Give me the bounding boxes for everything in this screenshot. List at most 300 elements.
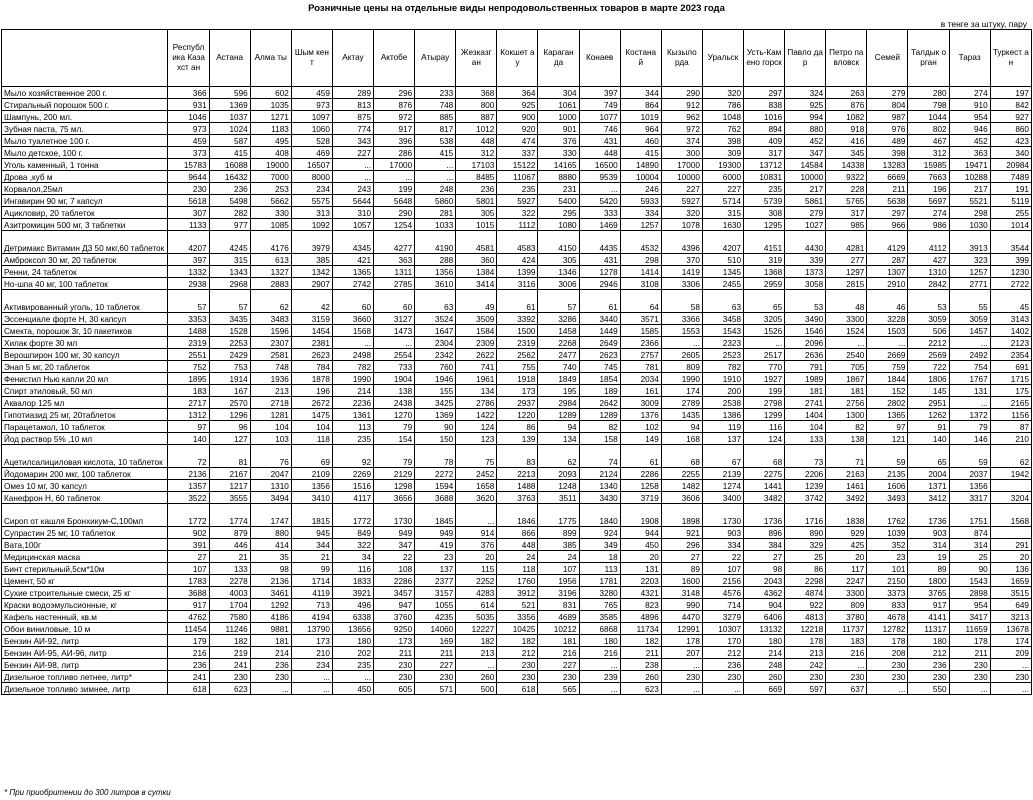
price-cell: 90: [949, 563, 990, 575]
price-cell: 831: [538, 599, 579, 611]
price-cell: 3760: [374, 611, 415, 623]
price-cell: 1461: [826, 480, 867, 492]
price-cell: 21: [291, 551, 332, 563]
price-cell: 68: [744, 445, 785, 468]
price-cell: 1258: [620, 480, 661, 492]
price-cell: 1736: [744, 504, 785, 527]
price-cell: 17000: [661, 159, 702, 171]
price-cell: 2722: [990, 278, 1031, 290]
price-cell: 3509: [456, 313, 497, 325]
price-cell: 219: [209, 647, 250, 659]
price-cell: 804: [867, 99, 908, 111]
price-cell: 3440: [579, 313, 620, 325]
product-name: Азитромицин 500 мг, 3 таблетки: [2, 219, 168, 231]
price-cell: 113: [332, 421, 373, 433]
price-cell: 2136: [250, 575, 291, 587]
price-cell: 903: [908, 527, 949, 539]
price-cell: 3555: [209, 492, 250, 504]
price-cell: 1546: [785, 325, 826, 337]
price-cell: 71: [826, 445, 867, 468]
header-region: Уральск: [702, 30, 743, 87]
price-cell: 173: [497, 385, 538, 397]
price-cell: 216: [579, 647, 620, 659]
price-cell: 894: [744, 123, 785, 135]
price-cell: 1878: [291, 373, 332, 385]
price-cell: 1528: [209, 325, 250, 337]
price-cell: 917: [374, 123, 415, 135]
price-cell: 27: [661, 551, 702, 563]
price-cell: 2623: [579, 349, 620, 361]
price-cell: 4235: [415, 611, 456, 623]
price-cell: 10004: [620, 171, 661, 183]
price-cell: 2756: [826, 397, 867, 409]
price-cell: 124: [456, 421, 497, 433]
price-cell: 180: [579, 635, 620, 647]
price-cell: 415: [209, 147, 250, 159]
price-cell: 753: [209, 361, 250, 373]
price-cell: 618: [168, 683, 209, 695]
price-cell: ...: [661, 659, 702, 671]
price-cell: 972: [661, 123, 702, 135]
price-cell: 448: [579, 147, 620, 159]
price-cell: 2959: [744, 278, 785, 290]
price-cell: 910: [949, 99, 990, 111]
price-cell: 879: [209, 527, 250, 539]
price-cell: 9644: [168, 171, 209, 183]
price-cell: 146: [949, 433, 990, 445]
price-cell: 8485: [456, 171, 497, 183]
table-row: [2, 575, 1032, 587]
price-cell: 230: [497, 659, 538, 671]
price-cell: 409: [744, 135, 785, 147]
price-cell: 3620: [456, 492, 497, 504]
price-cell: 1435: [661, 409, 702, 421]
price-cell: 53: [785, 290, 826, 313]
header-region: Кокшет ау: [497, 30, 538, 87]
price-cell: 691: [990, 361, 1031, 373]
price-cell: 63: [702, 290, 743, 313]
price-cell: 179: [168, 635, 209, 647]
price-cell: 1488: [168, 325, 209, 337]
price-cell: 3300: [826, 587, 867, 599]
price-cell: 1372: [949, 409, 990, 421]
table-row: [2, 266, 1032, 278]
price-cell: 230: [250, 671, 291, 683]
price-cell: 313: [291, 207, 332, 219]
price-cell: 1220: [497, 409, 538, 421]
price-cell: 1585: [620, 325, 661, 337]
price-cell: 211: [374, 647, 415, 659]
price-cell: 4190: [415, 231, 456, 254]
price-cell: 3159: [291, 313, 332, 325]
price-cell: 385: [291, 254, 332, 266]
price-cell: 2319: [497, 337, 538, 349]
price-cell: ...: [826, 659, 867, 671]
price-cell: 637: [826, 683, 867, 695]
price-cell: 3116: [497, 278, 538, 290]
price-cell: 4277: [374, 231, 415, 254]
price-cell: 448: [497, 539, 538, 551]
price-cell: 966: [867, 219, 908, 231]
price-cell: 887: [456, 111, 497, 123]
price-cell: 209: [990, 647, 1031, 659]
price-cell: 450: [620, 539, 661, 551]
price-cell: 195: [538, 385, 579, 397]
price-cell: 740: [538, 361, 579, 373]
price-cell: 1361: [332, 409, 373, 421]
price-cell: 62: [538, 445, 579, 468]
price-cell: 2842: [908, 278, 949, 290]
price-cell: 3522: [168, 492, 209, 504]
price-cell: 323: [949, 254, 990, 266]
price-cell: 765: [579, 599, 620, 611]
price-cell: 1800: [908, 575, 949, 587]
table-row: [2, 599, 1032, 611]
price-cell: 1376: [620, 409, 661, 421]
price-cell: 2907: [291, 278, 332, 290]
price-cell: 2272: [415, 468, 456, 480]
price-cell: 158: [579, 433, 620, 445]
price-cell: 15122: [497, 159, 538, 171]
price-cell: 289: [332, 87, 373, 99]
price-cell: 98: [250, 563, 291, 575]
price-cell: 315: [209, 254, 250, 266]
price-cell: 1369: [415, 409, 456, 421]
price-cell: 183: [168, 385, 209, 397]
price-cell: 2139: [702, 468, 743, 480]
price-cell: 5648: [374, 195, 415, 207]
price-cell: 138: [826, 433, 867, 445]
price-cell: 1715: [990, 373, 1031, 385]
price-cell: 97: [867, 421, 908, 433]
price-cell: 3286: [538, 313, 579, 325]
price-cell: 329: [785, 539, 826, 551]
price-cell: 973: [168, 123, 209, 135]
price-cell: 230: [949, 671, 990, 683]
price-cell: 1846: [497, 504, 538, 527]
price-cell: 397: [579, 87, 620, 99]
price-cell: 181: [826, 385, 867, 397]
price-cell: 2551: [168, 349, 209, 361]
price-cell: 1936: [250, 373, 291, 385]
header-region: Атырау: [415, 30, 456, 87]
price-cell: 152: [867, 385, 908, 397]
price-cell: 1356: [949, 480, 990, 492]
table-row: [2, 313, 1032, 325]
price-cell: 230: [867, 671, 908, 683]
price-cell: 431: [579, 254, 620, 266]
price-cell: 1658: [456, 480, 497, 492]
price-cell: 242: [785, 659, 826, 671]
price-cell: 452: [949, 135, 990, 147]
price-cell: 182: [209, 635, 250, 647]
price-cell: 277: [826, 254, 867, 266]
price-cell: 2213: [497, 468, 538, 480]
price-cell: 1078: [661, 219, 702, 231]
price-cell: 714: [702, 599, 743, 611]
product-name: Вата,100г: [2, 539, 168, 551]
price-cell: 227: [332, 147, 373, 159]
price-cell: 448: [456, 135, 497, 147]
price-cell: 121: [867, 433, 908, 445]
price-cell: 446: [209, 539, 250, 551]
price-cell: 1704: [209, 599, 250, 611]
price-cell: 2150: [867, 575, 908, 587]
price-cell: 1914: [209, 373, 250, 385]
price-cell: 1475: [291, 409, 332, 421]
price-cell: 762: [702, 123, 743, 135]
price-cell: 5765: [826, 195, 867, 207]
price-cell: 510: [702, 254, 743, 266]
price-cell: 1030: [949, 219, 990, 231]
price-cell: 1482: [661, 480, 702, 492]
price-cell: 1473: [374, 325, 415, 337]
price-cell: 1369: [209, 99, 250, 111]
price-cell: 3763: [497, 492, 538, 504]
price-cell: 10288: [949, 171, 990, 183]
table-row: [2, 361, 1032, 373]
price-cell: 82: [826, 421, 867, 433]
price-cell: 1503: [867, 325, 908, 337]
price-cell: 754: [949, 361, 990, 373]
price-cell: 849: [332, 527, 373, 539]
price-cell: 213: [456, 647, 497, 659]
price-cell: 791: [785, 361, 826, 373]
price-cell: 1356: [291, 480, 332, 492]
price-cell: 57: [538, 290, 579, 313]
price-cell: 339: [785, 254, 826, 266]
price-cell: 1015: [456, 219, 497, 231]
product-name: Сухие строительные смеси, 25 кг: [2, 587, 168, 599]
price-cell: 62: [990, 445, 1031, 468]
price-cell: 1278: [579, 266, 620, 278]
price-cell: 2622: [456, 349, 497, 361]
table-row: [2, 111, 1032, 123]
price-cell: 1024: [209, 123, 250, 135]
price-cell: [990, 527, 1031, 539]
price-cell: 61: [579, 290, 620, 313]
price-cell: 813: [332, 99, 373, 111]
price-cell: ...: [661, 337, 702, 349]
price-cell: 107: [702, 563, 743, 575]
price-cell: ...: [415, 159, 456, 171]
price-cell: 174: [661, 385, 702, 397]
price-cell: 2366: [620, 337, 661, 349]
price-cell: 749: [579, 99, 620, 111]
price-cell: 452: [785, 135, 826, 147]
price-cell: 912: [661, 99, 702, 111]
header-region: Алма ты: [250, 30, 291, 87]
price-cell: 2275: [744, 468, 785, 480]
price-cell: 921: [661, 527, 702, 539]
price-cell: 495: [250, 135, 291, 147]
price-cell: 69: [291, 445, 332, 468]
price-cell: 20: [990, 551, 1031, 563]
price-cell: 782: [332, 361, 373, 373]
price-cell: 1500: [497, 325, 538, 337]
price-cell: 2815: [826, 278, 867, 290]
price-cell: 207: [661, 647, 702, 659]
price-cell: 196: [291, 385, 332, 397]
price-cell: 396: [374, 135, 415, 147]
price-cell: 4207: [168, 231, 209, 254]
price-cell: 134: [538, 433, 579, 445]
price-cell: 954: [949, 111, 990, 123]
price-cell: 1082: [826, 111, 867, 123]
price-cell: 1600: [661, 575, 702, 587]
price-cell: 212: [497, 647, 538, 659]
price-cell: 3205: [744, 313, 785, 325]
price-cell: 3688: [415, 492, 456, 504]
price-cell: 10000: [661, 171, 702, 183]
price-cell: 398: [867, 147, 908, 159]
price-cell: 343: [332, 135, 373, 147]
price-cell: 1060: [291, 123, 332, 135]
price-cell: 1310: [908, 266, 949, 278]
price-cell: 4583: [497, 231, 538, 254]
price-cell: 131: [949, 385, 990, 397]
price-cell: 2757: [620, 349, 661, 361]
price-cell: 1016: [744, 111, 785, 123]
price-cell: 1806: [908, 373, 949, 385]
price-cell: 3157: [415, 587, 456, 599]
price-cell: 19000: [250, 159, 291, 171]
price-cell: 75: [456, 445, 497, 468]
price-cell: 415: [415, 147, 456, 159]
price-cell: 1543: [702, 325, 743, 337]
price-cell: 2047: [250, 468, 291, 480]
price-cell: 180: [744, 635, 785, 647]
price-cell: 363: [374, 254, 415, 266]
price-cell: 2354: [990, 349, 1031, 361]
price-cell: 62: [250, 290, 291, 313]
price-cell: 1775: [538, 504, 579, 527]
price-cell: 2135: [867, 468, 908, 480]
price-cell: 1594: [415, 480, 456, 492]
header-region: Шым кент: [291, 30, 332, 87]
price-cell: 605: [374, 683, 415, 695]
price-cell: 9539: [579, 171, 620, 183]
price-cell: 973: [291, 99, 332, 111]
price-cell: 233: [415, 87, 456, 99]
price-cell: 35: [250, 551, 291, 563]
price-cell: 4117: [332, 492, 373, 504]
price-cell: 103: [250, 433, 291, 445]
price-cell: 3306: [661, 278, 702, 290]
product-name: Бензин АИ-95, АИ-96, литр: [2, 647, 168, 659]
price-cell: 596: [209, 87, 250, 99]
price-cell: 3410: [291, 492, 332, 504]
price-cell: 3412: [908, 492, 949, 504]
price-cell: ...: [332, 159, 373, 171]
price-cell: 2247: [826, 575, 867, 587]
price-cell: 1357: [168, 480, 209, 492]
price-cell: 14890: [620, 159, 661, 171]
price-cell: 79: [374, 445, 415, 468]
price-cell: 922: [785, 599, 826, 611]
price-cell: 79: [374, 421, 415, 433]
table-row: [2, 563, 1032, 575]
price-cell: 945: [291, 527, 332, 539]
price-cell: 925: [785, 99, 826, 111]
price-cell: 2342: [415, 349, 456, 361]
price-cell: 2672: [291, 397, 332, 409]
price-cell: 11734: [620, 623, 661, 635]
price-cell: 2304: [415, 337, 456, 349]
price-cell: 345: [826, 147, 867, 159]
price-cell: 295: [538, 207, 579, 219]
price-cell: 2946: [579, 278, 620, 290]
price-cell: 230: [538, 671, 579, 683]
price-cell: 817: [415, 123, 456, 135]
price-cell: 1990: [332, 373, 373, 385]
price-cell: 1783: [168, 575, 209, 587]
price-cell: 230: [497, 671, 538, 683]
price-cell: 364: [497, 87, 538, 99]
price-cell: 139: [497, 433, 538, 445]
price-cell: 3373: [867, 587, 908, 599]
table-row: [2, 159, 1032, 171]
price-cell: 1730: [374, 504, 415, 527]
price-cell: 10212: [538, 623, 579, 635]
price-cell: 117: [826, 563, 867, 575]
price-cell: 3059: [908, 313, 949, 325]
price-cell: 136: [990, 563, 1031, 575]
header-region: Павло дар: [785, 30, 826, 87]
price-cell: 2786: [456, 397, 497, 409]
price-cell: 450: [332, 683, 373, 695]
price-cell: 3366: [661, 313, 702, 325]
price-cell: 1048: [702, 111, 743, 123]
price-cell: 133: [209, 563, 250, 575]
price-cell: 211: [949, 647, 990, 659]
price-cell: 669: [744, 683, 785, 695]
price-cell: 1449: [579, 325, 620, 337]
price-cell: 9322: [826, 171, 867, 183]
price-cell: 108: [374, 563, 415, 575]
price-cell: 1419: [661, 266, 702, 278]
price-cell: 976: [867, 123, 908, 135]
price-cell: ...: [456, 504, 497, 527]
table-row: [2, 278, 1032, 290]
price-cell: 211: [867, 183, 908, 195]
price-cell: 170: [702, 635, 743, 647]
price-cell: 920: [497, 123, 538, 135]
price-cell: 4896: [620, 611, 661, 623]
price-cell: 169: [415, 635, 456, 647]
price-cell: ...: [291, 671, 332, 683]
price-cell: 1730: [702, 504, 743, 527]
price-cell: 1274: [702, 480, 743, 492]
price-cell: 385: [538, 539, 579, 551]
price-cell: 2323: [702, 337, 743, 349]
price-cell: 87: [990, 421, 1031, 433]
price-cell: 1356: [415, 266, 456, 278]
price-cell: 236: [168, 659, 209, 671]
price-cell: 5927: [497, 195, 538, 207]
price-cell: 874: [949, 527, 990, 539]
price-cell: 3108: [620, 278, 661, 290]
price-cell: 1767: [949, 373, 990, 385]
price-cell: 5400: [538, 195, 579, 207]
price-cell: 800: [456, 99, 497, 111]
price-cell: 489: [867, 135, 908, 147]
table-row: [2, 623, 1032, 635]
price-cell: 11659: [949, 623, 990, 635]
price-cell: 107: [538, 563, 579, 575]
table-row: [2, 551, 1032, 563]
price-cell: 809: [661, 361, 702, 373]
